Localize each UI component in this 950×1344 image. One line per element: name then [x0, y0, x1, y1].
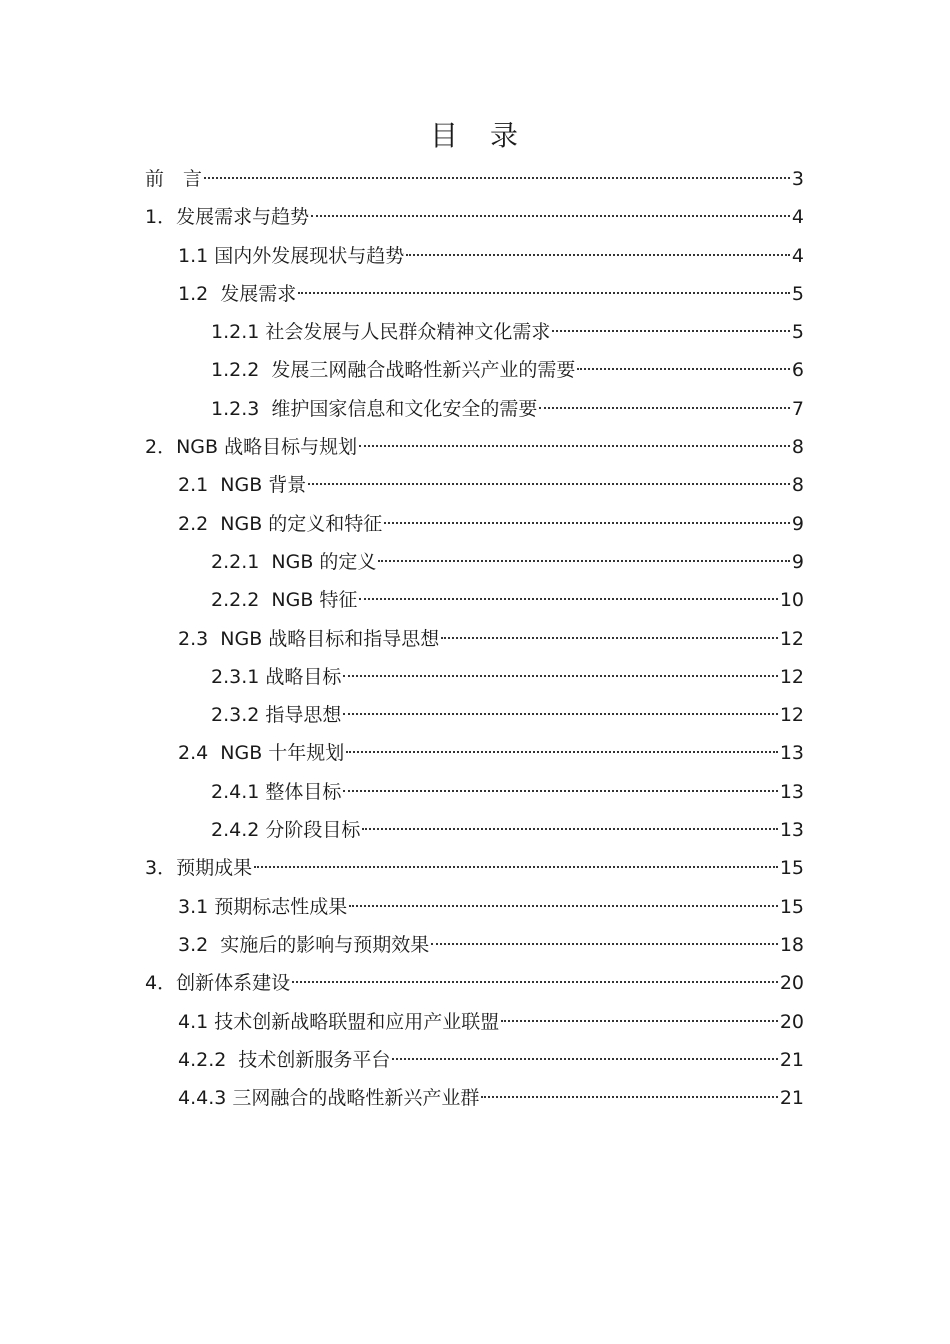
toc-entry-page-number: 15 — [779, 895, 804, 918]
toc-entry-label: 2.3 NGB 战略目标和指导思想 — [178, 627, 440, 650]
toc-entry-label: 2.3.2 指导思想 — [211, 704, 342, 727]
toc-entry[interactable] — [0, 964, 950, 1002]
toc-entry[interactable] — [0, 811, 950, 849]
toc-entry-label: 2.4.1 整体目标 — [211, 780, 342, 803]
dot-leader — [392, 1058, 777, 1060]
dot-leader — [481, 1096, 777, 1098]
dot-leader — [431, 943, 778, 945]
toc-entry[interactable] — [0, 390, 950, 428]
toc-entry-label: 2.2.1 NGB 的定义 — [211, 550, 377, 573]
toc-entry-page-number: 12 — [779, 627, 804, 650]
toc-entry-page-number: 20 — [779, 972, 804, 995]
toc-title: 目 录 — [429, 119, 520, 152]
toc-entry-label: 1．发展需求与趋势 — [145, 206, 310, 229]
toc-entry[interactable] — [0, 428, 950, 466]
dot-leader — [539, 407, 789, 409]
toc-entry-page-number: 6 — [791, 359, 804, 382]
toc-entry[interactable] — [0, 888, 950, 926]
toc-entry[interactable] — [0, 160, 950, 198]
dot-leader — [359, 598, 777, 600]
toc-entry-label: 1.2.1 社会发展与人民群众精神文化需求 — [211, 321, 551, 344]
toc-entry-label: 2.2 NGB 的定义和特征 — [178, 512, 383, 535]
dot-leader — [406, 254, 790, 256]
toc-entry[interactable] — [0, 1003, 950, 1041]
toc-entry-page-number: 12 — [779, 704, 804, 727]
toc-entry[interactable] — [0, 1079, 950, 1117]
toc-entry-page-number: 13 — [779, 742, 804, 765]
dot-leader — [378, 560, 789, 562]
toc-entry-label: 2．NGB 战略目标与规划 — [145, 436, 358, 459]
dot-leader — [311, 215, 790, 217]
toc-entry-label: 2.2.2 NGB 特征 — [211, 589, 358, 612]
dot-leader — [346, 751, 778, 753]
toc-entry[interactable] — [0, 237, 950, 275]
toc-entry-label: 2.1 NGB 背景 — [178, 474, 307, 497]
dot-leader — [441, 637, 778, 639]
toc-entry-page-number: 7 — [791, 397, 804, 420]
toc-entry-label: 3．预期成果 — [145, 857, 253, 880]
dot-leader — [359, 445, 790, 447]
dot-leader — [362, 828, 777, 830]
toc-entry-label: 4.4.3 三网融合的战略性新兴产业群 — [178, 1087, 480, 1110]
dot-leader — [254, 866, 778, 868]
toc-entry[interactable] — [0, 543, 950, 581]
toc-entry-label: 4．创新体系建设 — [145, 972, 291, 995]
dot-leader — [349, 905, 778, 907]
toc-entry-label: 2.4 NGB 十年规划 — [178, 742, 345, 765]
dot-leader — [292, 981, 778, 983]
toc-entry-label: 3.1 预期标志性成果 — [178, 895, 348, 918]
dot-leader — [577, 368, 789, 370]
toc-entry[interactable] — [0, 466, 950, 504]
toc-entry-page-number: 20 — [779, 1010, 804, 1033]
toc-entry-label: 2.4.2 分阶段目标 — [211, 819, 361, 842]
toc-entry[interactable] — [0, 773, 950, 811]
dot-leader — [384, 522, 790, 524]
toc-entry[interactable] — [0, 620, 950, 658]
toc-entry-page-number: 21 — [779, 1048, 804, 1071]
toc-entry-page-number: 13 — [779, 780, 804, 803]
toc-entry[interactable] — [0, 581, 950, 619]
toc-entry[interactable] — [0, 198, 950, 236]
toc-entry-page-number: 5 — [791, 321, 804, 344]
toc-entry[interactable] — [0, 351, 950, 389]
toc-entry-page-number: 9 — [791, 512, 804, 535]
dot-leader — [298, 292, 790, 294]
toc-entry-label: 1.1 国内外发展现状与趋势 — [178, 244, 405, 267]
toc-entry[interactable] — [0, 658, 950, 696]
dot-leader — [308, 483, 790, 485]
toc-entry[interactable] — [0, 313, 950, 351]
toc-entry-page-number: 18 — [779, 933, 804, 956]
dot-leader — [552, 330, 790, 332]
toc-entry-label: 4.2.2 技术创新服务平台 — [178, 1048, 391, 1071]
toc-entry[interactable] — [0, 275, 950, 313]
dot-leader — [501, 1020, 778, 1022]
toc-entry-label: 4.1 技术创新战略联盟和应用产业联盟 — [178, 1010, 500, 1033]
toc-entry-page-number: 21 — [779, 1087, 804, 1110]
toc-entry-label: 1.2.3 维护国家信息和文化安全的需要 — [211, 397, 538, 420]
dot-leader — [343, 790, 777, 792]
dot-leader — [204, 177, 790, 179]
toc-entry-page-number: 4 — [791, 244, 804, 267]
toc-entry[interactable] — [0, 1041, 950, 1079]
toc-entry-page-number: 8 — [791, 474, 804, 497]
toc-entry-label: 2.3.1 战略目标 — [211, 665, 342, 688]
toc-entry-label: 1.2.2 发展三网融合战略性新兴产业的需要 — [211, 359, 576, 382]
toc-entry-page-number: 10 — [779, 589, 804, 612]
toc-entry-page-number: 3 — [791, 168, 804, 190]
toc-entry-page-number: 13 — [779, 819, 804, 842]
toc-entry-page-number: 9 — [791, 550, 804, 573]
toc-entry[interactable] — [0, 505, 950, 543]
dot-leader — [343, 713, 777, 715]
toc-entry[interactable] — [0, 696, 950, 734]
dot-leader — [343, 675, 777, 677]
toc-entry[interactable] — [0, 849, 950, 887]
toc-entry[interactable] — [0, 734, 950, 772]
table-of-contents — [0, 160, 950, 1117]
toc-entry-page-number: 15 — [779, 857, 804, 880]
toc-entry-label: 1.2 发展需求 — [178, 282, 297, 305]
toc-entry[interactable] — [0, 926, 950, 964]
toc-entry-page-number: 5 — [791, 282, 804, 305]
toc-entry-page-number: 8 — [791, 436, 804, 459]
toc-entry-label: 3.2 实施后的影响与预期效果 — [178, 933, 430, 956]
toc-entry-page-number: 4 — [791, 206, 804, 229]
toc-entry-label: 前 言 — [145, 168, 203, 190]
toc-entry-page-number: 12 — [779, 665, 804, 688]
